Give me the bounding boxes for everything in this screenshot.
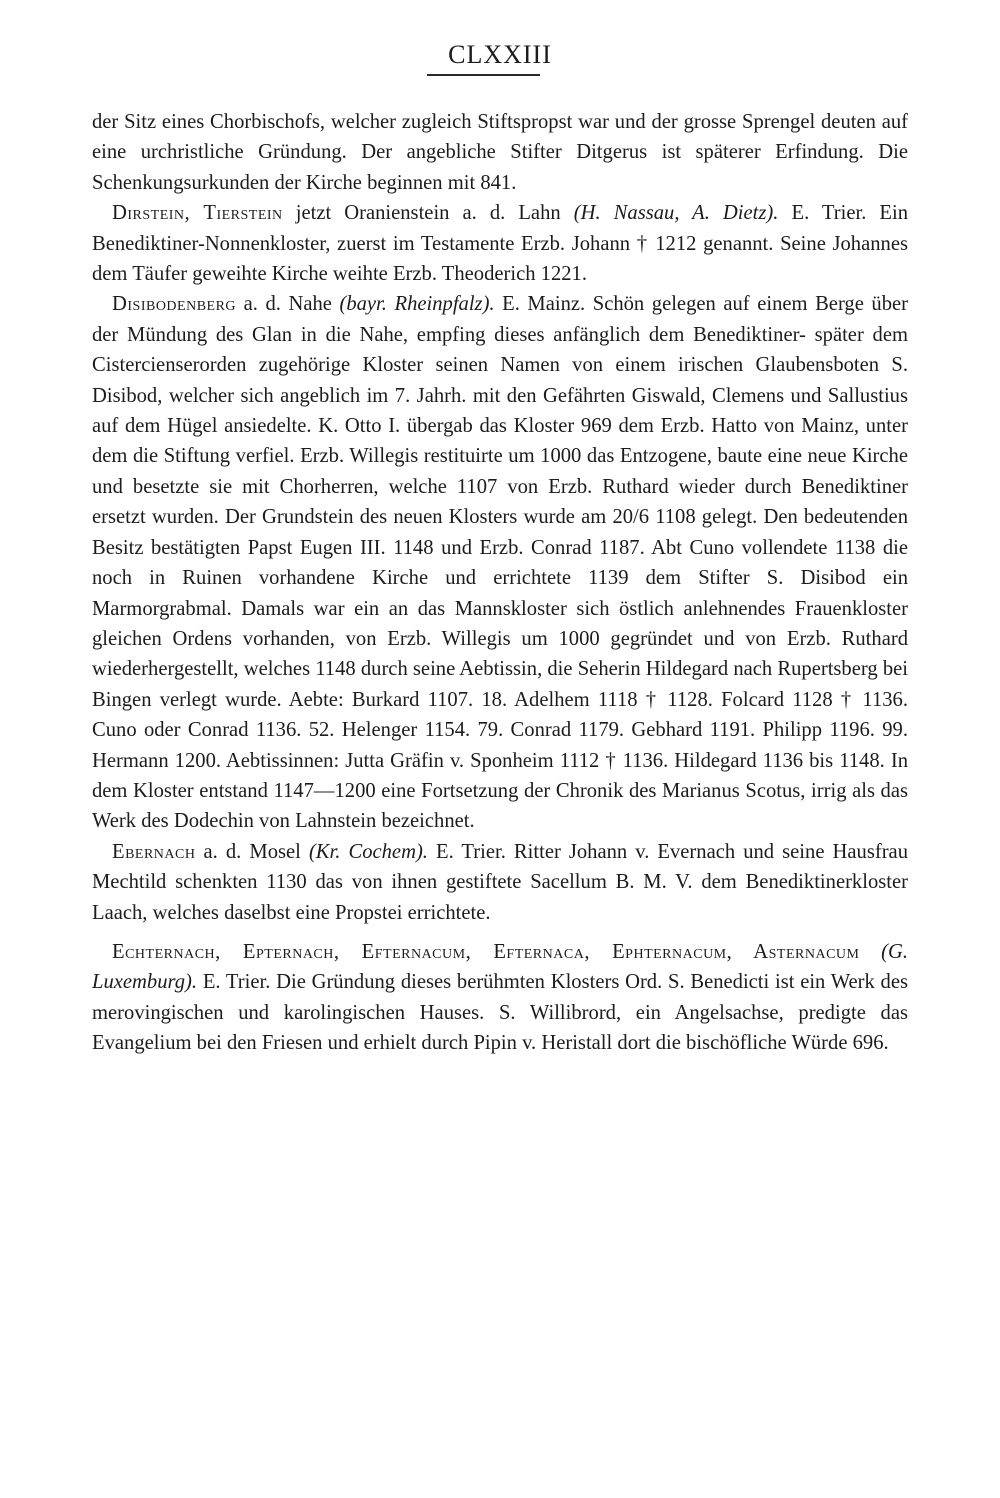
entry-heading: Dirstein, Tierstein (112, 202, 283, 225)
entry-place: jetzt Oranienstein a. d. Lahn (295, 202, 561, 225)
page-number: CLXXIII (448, 40, 552, 69)
entry-heading: Ebernach (112, 840, 196, 863)
entry-heading: Echternach, Epternach, Efternacum, Efternaca, Ephternacum, Asternacum (112, 940, 860, 963)
entry-text: E. Trier. Die Gründung dieses berühmten Klosters Ord. S. Benedicti ist ein Werk des merovingischen und karolingischen Hauses. S. Willibrord, ein Angelsachse, predigte das Evangelium bei den Friesen und erhielt durch Pipin v. Heristall dort die bischöfliche Würde 696. (92, 971, 908, 1055)
entry-place: a. d. Nahe (243, 293, 332, 316)
entry-text: E. Trier. Ritter Johann v. Evernach und seine Hausfrau Mechtild schenkten 1130 das von ihnen gestiftete Sacellum B. M. V. dem Benediktinerkloster Laach, welches daselbst eine Propstei errichtete. (92, 840, 908, 924)
entry-disibodenberg (92, 289, 908, 836)
entry-heading: Disibodenberg (112, 293, 237, 316)
paragraph-text: der Sitz eines Chorbischofs, welcher zugleich Stiftspropst war und der grosse Sprengel deuten auf eine urchristliche Gründung. Der angebliche Stifter Ditgerus ist späterer Erfindung. Die Schenkungsurkunden der Kirche beginnen mit 841. (92, 111, 908, 194)
entry-text: E. Mainz. Schön gelegen auf einem Berge über der Mündung des Glan in die Nahe, empfing dieses anfänglich dem Benediktiner- später dem Cistercienserorden zugehörige Kloster seinen Namen von einem irischen Glaubensboten S. Disibod, welcher sich angeblich im 7. Jahrh. mit den Gefährten Giswald, Clemens und Sallustius auf dem Hügel ansiedelte. K. Otto I. übergab das Kloster 969 dem Erzb. Hatto von Mainz, unter dem die Stiftung verfiel. Erzb. Willegis restituirte um 1000 das Entzogene, baute eine neue Kirche und besetzte sie mit Chorherren, welche 1107 von Erzb. Ruthard wieder durch Benediktiner ersetzt wurden. Der Grundstein des neuen Klosters wurde am 20/6 1108 gelegt. Den bedeutenden Besitz bestätigten Papst Eugen III. 1148 und Erzb. Conrad 1187. Abt Cuno vollendete 1138 die noch in Ruinen vorhandene Kirche und errichtete 1139 dem Stifter S. Disibod ein Marmorgrabmal. Damals war ein an das Mannskloster sich östlich anlehnendes Frauenkloster gleichen Ordens vorhanden, von Erzb. Willegis um 1000 gegründet und von Erzb. Ruthard wiederhergestellt, welches 1148 durch seine Aebtissin, die Seherin Hildegard nach Rupertsberg bei Bingen verlegt wurde. Aebte: Burkard 1107. 18. Adelhem 1118 † 1128. Folcard 1128 † 1136. Cuno oder Conrad 1136. 52. Helenger 1154. 79. Conrad 1179. Gebhard 1191. Philipp 1196. 99. Hermann 1200. Aebtissinnen: Jutta Gräfin v. Sponheim 1112 † 1136. Hildegard 1136 bis 1148. In dem Kloster entstand 1147—1200 eine Fortsetzung der Chronik des Marianus Scotus, irrig als das Werk des Dodechin von Lahnstein bezeichnet. (92, 293, 909, 833)
entry-echternach (92, 937, 908, 1059)
entry-text: E. Trier. Ein Benediktiner-Nonnenkloster, zuerst im Testamente Erzb. Johann † 1212 genannt. Seine Johannes dem Täufer geweihte Kirche weihte Erzb. Theoderich 1221. (92, 202, 908, 286)
entry-place: a. d. Mosel (203, 840, 301, 863)
body-text (92, 107, 908, 1059)
page-number-rule (427, 74, 540, 76)
entry-dirstein (92, 198, 908, 289)
entry-region: (H. Nassau, A. Dietz). (573, 202, 779, 225)
entry-region: (bayr. Rheinpfalz). (339, 293, 495, 316)
paragraph-chorbischof (92, 107, 908, 198)
entry-ebernach (92, 837, 908, 928)
entry-region: (Kr. Cochem). (308, 840, 428, 863)
entry-region: (G. Luxemburg). (92, 940, 908, 994)
